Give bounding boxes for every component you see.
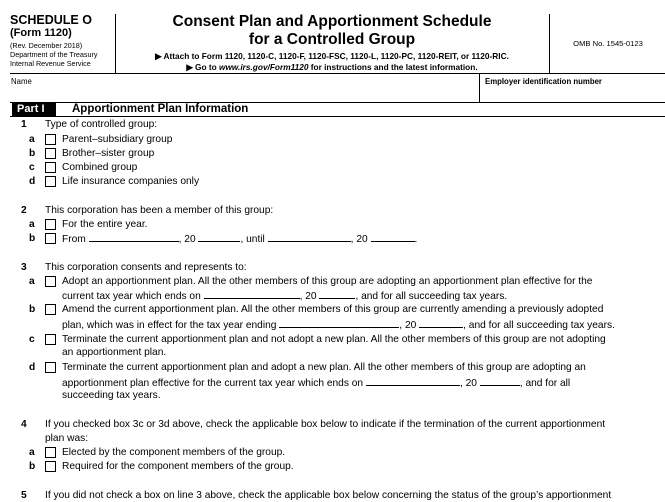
line-1b-checkbox[interactable] [45, 148, 56, 159]
line-1a-checkbox[interactable] [45, 134, 56, 145]
line-3d-letter: d [29, 362, 36, 373]
line-3-text: This corporation consents and represents to: [45, 262, 247, 273]
line-1d-text: Life insurance companies only [62, 176, 200, 187]
line-4a-checkbox[interactable] [45, 447, 56, 458]
form-number: (Form 1120) [10, 27, 72, 39]
line-3a-text-3: , and for all succeeding tax years. [355, 291, 508, 302]
line-2b-until: , until [240, 234, 265, 245]
line-4a-letter: a [29, 447, 35, 458]
line-2b-from: From [62, 234, 86, 245]
line-3c-text-1: Terminate the current apportionment plan and not adopt a new plan. All the other members of this group are not adopting [62, 334, 606, 345]
line-5-number: 5 [21, 490, 27, 501]
line-3b-row-2 [62, 318, 615, 332]
line-1b-text: Brother–sister group [62, 148, 155, 159]
line-2b-letter: b [29, 233, 36, 244]
irs-label: Internal Revenue Service [10, 59, 91, 68]
line-4b-letter: b [29, 461, 36, 472]
line-3d-text-3: , and for all [519, 378, 571, 389]
irs-url-link[interactable]: www.irs.gov/Form1120 [219, 62, 309, 72]
header-bottom-rule [10, 73, 665, 74]
line-1a-text: Parent–subsidiary group [62, 134, 173, 145]
line-3d-date-field[interactable] [366, 376, 460, 386]
line-2b-year-prefix: , 20 [178, 234, 196, 245]
goto-suffix: for instructions and the latest information. [308, 62, 478, 72]
name-field[interactable] [14, 86, 476, 98]
part-1-badge: Part I [12, 103, 56, 116]
line-3a-date-field[interactable] [204, 289, 300, 299]
line-1b-letter: b [29, 148, 36, 159]
goto-prefix: ▶ Go to [186, 62, 219, 72]
line-2b-year-prefix-2: , 20 [350, 234, 368, 245]
line-4-text-1: If you checked box 3c or 3d above, check the applicable box below to indicate if the termination of the current apportionment [45, 419, 606, 430]
line-2b-row [62, 232, 417, 246]
line-3d-row-2 [62, 376, 570, 390]
line-5-text: If you did not check a box on line 3 above, check the applicable box below concerning the status of the group’s apportionment [45, 490, 612, 501]
line-2-number: 2 [21, 205, 27, 216]
line-3c-letter: c [29, 334, 35, 345]
line-2b-checkbox[interactable] [45, 233, 56, 244]
form-identifier [10, 14, 114, 68]
line-2a-text: For the entire year. [62, 219, 148, 230]
line-1c-checkbox[interactable] [45, 162, 56, 173]
title-line-1: Consent Plan and Apportionment Schedule [172, 13, 492, 30]
line-2b-from-date-field[interactable] [89, 232, 179, 242]
line-3a-checkbox[interactable] [45, 276, 56, 287]
name-field-label: Name [11, 77, 32, 86]
attach-instructions [116, 51, 548, 73]
line-3b-date-field[interactable] [279, 318, 399, 328]
line-3d-year-prefix: , 20 [459, 378, 477, 389]
line-3b-text-3: , and for all succeeding tax years. [463, 320, 615, 331]
line-2b-until-year-field[interactable] [371, 232, 415, 242]
revision-date: (Rev. December 2018) [10, 41, 83, 50]
line-3b-year-prefix: , 20 [399, 320, 417, 331]
header-divider-right [549, 14, 550, 73]
line-2a-checkbox[interactable] [45, 219, 56, 230]
part-1-title: Apportionment Plan Information [72, 103, 249, 115]
line-3a-year-prefix: , 20 [299, 291, 317, 302]
line-1d-letter: d [29, 176, 36, 187]
line-2b-period: . [414, 234, 418, 245]
attach-line: ▶ Attach to Form 1120, 1120-C, 1120-F, 1120-FSC, 1120-L, 1120-PC, 1120-REIT, or 1120-RIC. [155, 51, 509, 61]
line-4-text-2: plan was: [45, 433, 89, 444]
line-4b-text: Required for the component members of the group. [62, 461, 294, 472]
line-3a-letter: a [29, 276, 35, 287]
line-1-number: 1 [21, 119, 27, 130]
form-title [116, 13, 548, 49]
line-4b-checkbox[interactable] [45, 461, 56, 472]
part-1-rule [10, 116, 665, 117]
line-3d-year-field[interactable] [480, 376, 520, 386]
ein-field-label: Employer identification number [485, 77, 602, 86]
line-3-number: 3 [21, 262, 27, 273]
goto-line [116, 62, 548, 73]
line-3c-checkbox[interactable] [45, 334, 56, 345]
line-3c-text-2: an apportionment plan. [62, 347, 167, 358]
line-1c-text: Combined group [62, 162, 138, 173]
ein-field[interactable] [485, 86, 660, 98]
line-4a-text: Elected by the component members of the group. [62, 447, 286, 458]
line-1a-letter: a [29, 134, 35, 145]
line-3b-checkbox[interactable] [45, 304, 56, 315]
line-1-text: Type of controlled group: [45, 119, 158, 130]
line-2a-letter: a [29, 219, 35, 230]
line-3d-text-2: apportionment plan effective for the current tax year which ends on [62, 378, 364, 389]
department-label: Department of the Treasury [10, 50, 98, 59]
title-line-2: for a Controlled Group [248, 31, 416, 48]
line-1c-letter: c [29, 162, 35, 173]
omb-number: OMB No. 1545-0123 [573, 39, 643, 48]
line-3d-checkbox[interactable] [45, 362, 56, 373]
line-3d-text-1: Terminate the current apportionment plan and adopt a new plan. All the other members of this group are adopting an [62, 362, 586, 373]
line-3d-text-4: succeeding tax years. [62, 390, 161, 401]
line-2b-from-year-field[interactable] [198, 232, 240, 242]
line-3a-row-2 [62, 289, 507, 303]
line-3b-year-field[interactable] [419, 318, 463, 328]
line-1d-checkbox[interactable] [45, 176, 56, 187]
line-2b-until-date-field[interactable] [268, 232, 351, 242]
schedule-label: SCHEDULE O [10, 13, 92, 27]
line-3a-text-2: current tax year which ends on [62, 291, 201, 302]
name-ein-divider [479, 73, 480, 102]
line-4-number: 4 [21, 419, 27, 430]
line-3b-letter: b [29, 304, 36, 315]
line-3b-text-1: Amend the current apportionment plan. All the other members of this group are currently amending a previously adopted [62, 304, 604, 315]
line-3b-text-2: plan, which was in effect for the tax year ending [62, 320, 277, 331]
line-3a-year-field[interactable] [319, 289, 355, 299]
line-3a-text-1: Adopt an apportionment plan. All the other members of this group are adopting an apportionment plan effective for the [62, 276, 593, 287]
line-2-text: This corporation has been a member of this group: [45, 205, 274, 216]
